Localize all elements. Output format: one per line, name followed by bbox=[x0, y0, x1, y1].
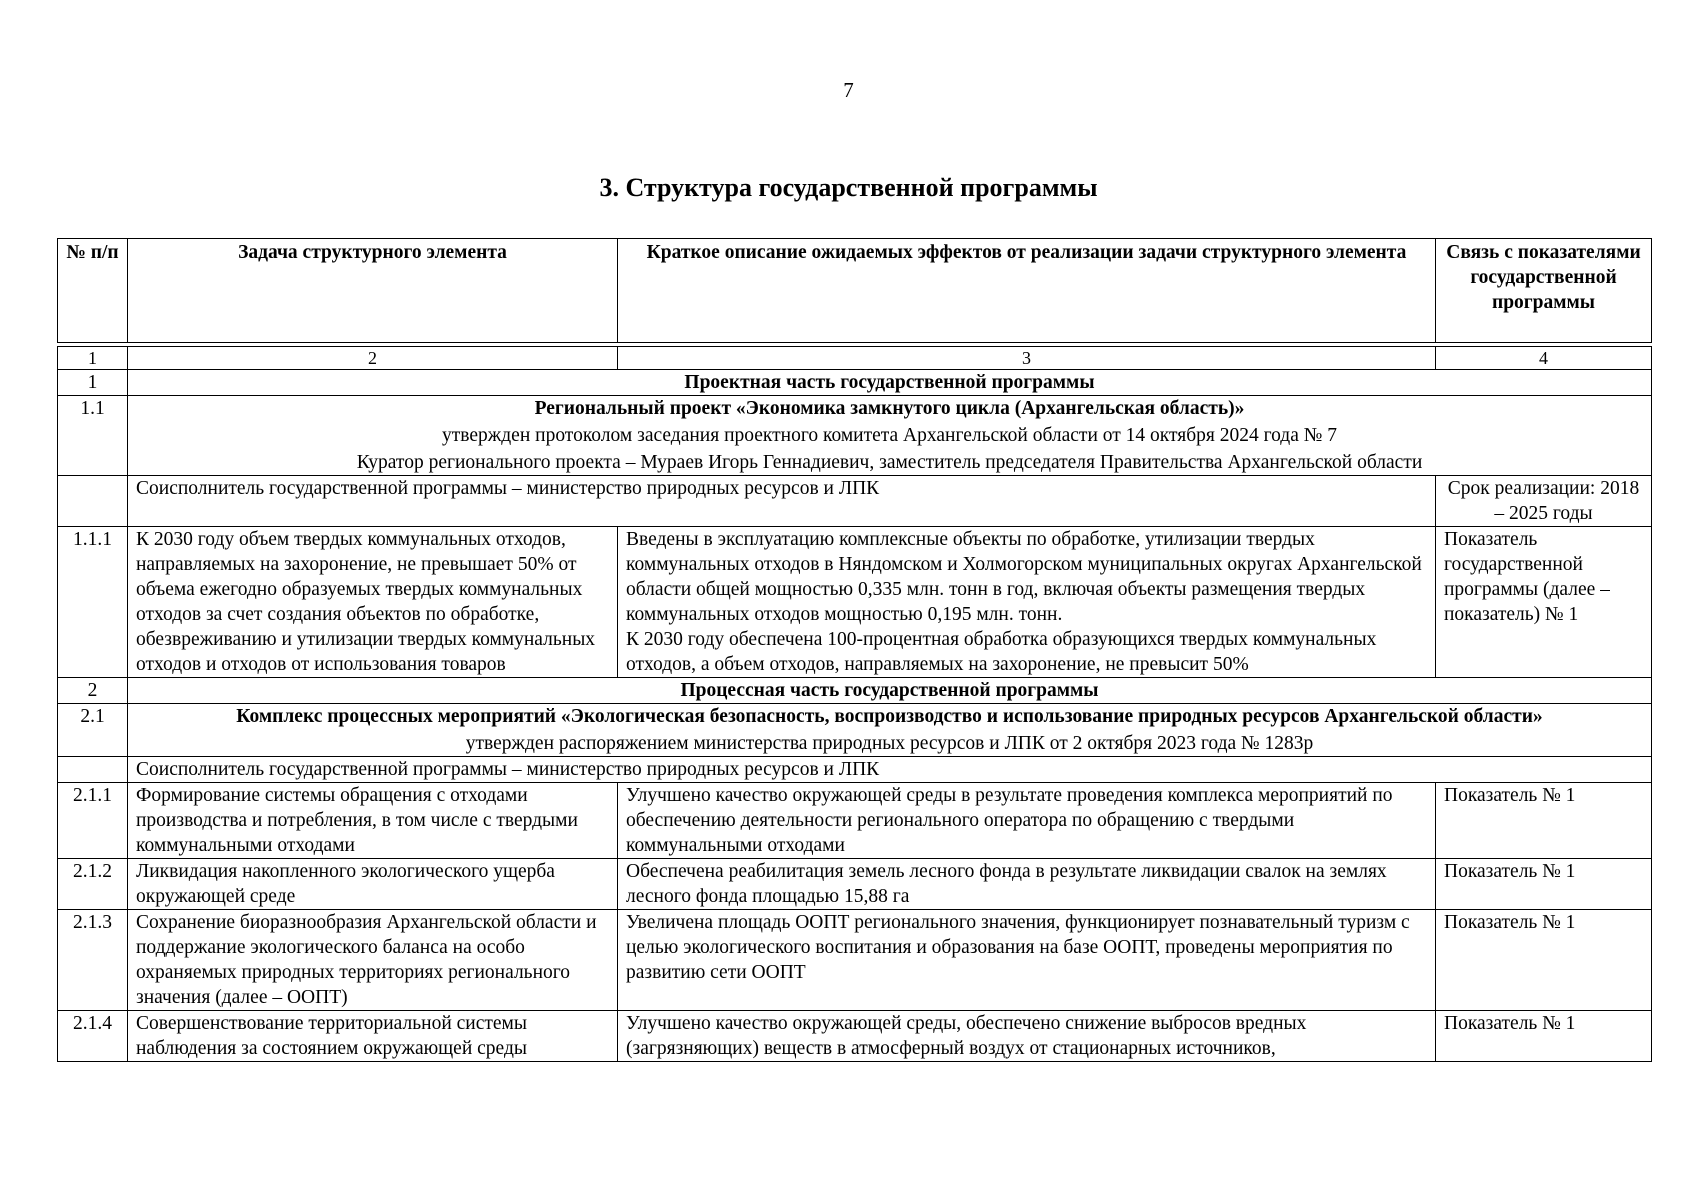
section-title-cell: Проектная часть государственной программы bbox=[128, 370, 1652, 396]
row-number: 1.1 bbox=[58, 396, 128, 476]
column-number-row bbox=[58, 347, 1652, 370]
coexecutor-text: Соисполнитель государственной программы – министерство природных ресурсов и ЛПК bbox=[128, 757, 1652, 783]
coexecutor-row bbox=[58, 757, 1652, 783]
table-row bbox=[58, 527, 1652, 678]
structure-table bbox=[57, 346, 1652, 1062]
header-effects: Краткое описание ожидаемых эффектов от реализации задачи структурного элемента bbox=[618, 239, 1436, 343]
complex-title: Комплекс процессных мероприятий «Экологическая безопасность, воспроизводство и использование природных ресурсов Архангельской области» bbox=[236, 706, 1543, 727]
effect-cell bbox=[618, 527, 1436, 678]
effect-text-2: К 2030 году обеспечена 100-процентная обработка образующихся твердых коммунальных отходов, а объем отходов, направляемых на захоронение, не превысит 50% bbox=[626, 629, 1377, 675]
empty-cell bbox=[58, 757, 128, 783]
empty-cell bbox=[58, 476, 128, 527]
header-task: Задача структурного элемента bbox=[128, 239, 618, 343]
project-info bbox=[128, 396, 1652, 476]
coexecutor-row bbox=[58, 476, 1652, 527]
indicator-link: Показатель № 1 bbox=[1436, 910, 1652, 1011]
indicator-link: Показатель государственной программы (далее – показатель) № 1 bbox=[1436, 527, 1652, 678]
page-number: 7 bbox=[843, 78, 854, 102]
task-text: Ликвидация накопленного экологического ущерба окружающей среде bbox=[128, 859, 618, 910]
project-title: Региональный проект «Экономика замкнутого цикла (Архангельская область)» bbox=[534, 398, 1245, 419]
project-row bbox=[58, 396, 1652, 476]
column-number: 4 bbox=[1436, 347, 1652, 370]
project-curator: Куратор регионального проекта – Мураев Игорь Геннадиевич, заместитель председателя Правительства Архангельской области bbox=[356, 452, 1423, 473]
row-number: 2 bbox=[58, 678, 128, 704]
effect-text: Увеличена площадь ООПТ регионального значения, функционирует познавательный туризм с целью экологического воспитания и образования на базе ООПТ, проведены мероприятия по развитию сети ООПТ bbox=[618, 910, 1436, 1011]
row-number: 1 bbox=[58, 370, 128, 396]
row-number: 2.1.4 bbox=[58, 1011, 128, 1062]
row-number: 1.1.1 bbox=[58, 527, 128, 678]
column-number: 2 bbox=[128, 347, 618, 370]
effect-text: Введены в эксплуатацию комплексные объекты по обработке, утилизации твердых коммунальных отходов в Няндомском и Холмогорском муниципальных округах Архангельской области общей мощностью 0,335 млн. тонн в год, включая объекты размещения твердых коммунальных отходов мощностью 0,195 млн. тонн. bbox=[626, 529, 1422, 625]
column-number: 1 bbox=[58, 347, 128, 370]
row-number: 2.1 bbox=[58, 704, 128, 757]
section-title: 3. Структура государственной программы bbox=[599, 173, 1098, 202]
indicator-link: Показатель № 1 bbox=[1436, 859, 1652, 910]
header-number: № п/п bbox=[58, 239, 128, 343]
table-header bbox=[57, 238, 1652, 343]
project-approval: утвержден протоколом заседания проектного комитета Архангельской области от 14 октября 2024 года № 7 bbox=[442, 425, 1337, 446]
section-title-cell: Процессная часть государственной программы bbox=[128, 678, 1652, 704]
table-row bbox=[58, 910, 1652, 1011]
effect-text: Улучшено качество окружающей среды, обеспечено снижение выбросов вредных (загрязняющих) веществ в атмосферный воздух от стационарных источников, bbox=[618, 1011, 1436, 1062]
header-indicators: Связь с показателями государственной программы bbox=[1436, 239, 1652, 343]
row-number: 2.1.2 bbox=[58, 859, 128, 910]
indicator-link: Показатель № 1 bbox=[1436, 1011, 1652, 1062]
task-text: Формирование системы обращения с отходами производства и потребления, в том числе с твердыми коммунальными отходами bbox=[128, 783, 618, 859]
table-row bbox=[58, 859, 1652, 910]
complex-approval: утвержден распоряжением министерства природных ресурсов и ЛПК от 2 октября 2023 года № 1283р bbox=[465, 733, 1314, 754]
row-number: 2.1.3 bbox=[58, 910, 128, 1011]
coexecutor-text: Соисполнитель государственной программы – министерство природных ресурсов и ЛПК bbox=[128, 476, 1436, 527]
indicator-link: Показатель № 1 bbox=[1436, 783, 1652, 859]
column-number: 3 bbox=[618, 347, 1436, 370]
task-text: Совершенствование территориальной системы наблюдения за состоянием окружающей среды bbox=[128, 1011, 618, 1062]
complex-row bbox=[58, 704, 1652, 757]
task-text: К 2030 году объем твердых коммунальных отходов, направляемых на захоронение, не превышает 50% от объема ежегодно образуемых твердых коммунальных отходов за счет создания объектов по обработке, обезвреживанию и утилизации твердых коммунальных отходов и отходов от использования товаров bbox=[128, 527, 618, 678]
table-row bbox=[58, 783, 1652, 859]
section-row bbox=[58, 678, 1652, 704]
row-number: 2.1.1 bbox=[58, 783, 128, 859]
table-row bbox=[58, 1011, 1652, 1062]
task-text: Сохранение биоразнообразия Архангельской области и поддержание экологического баланса на особо охраняемых природных территориях регионального значения (далее – ООПТ) bbox=[128, 910, 618, 1011]
effect-text: Улучшено качество окружающей среды в результате проведения комплекса мероприятий по обеспечению деятельности регионального оператора по обращению с твердыми коммунальными отходами bbox=[618, 783, 1436, 859]
effect-text: Обеспечена реабилитация земель лесного фонда в результате ликвидации свалок на землях лесного фонда площадью 15,88 га bbox=[618, 859, 1436, 910]
complex-info bbox=[128, 704, 1652, 757]
term-text: Срок реализации: 2018 – 2025 годы bbox=[1436, 476, 1652, 527]
section-row bbox=[58, 370, 1652, 396]
